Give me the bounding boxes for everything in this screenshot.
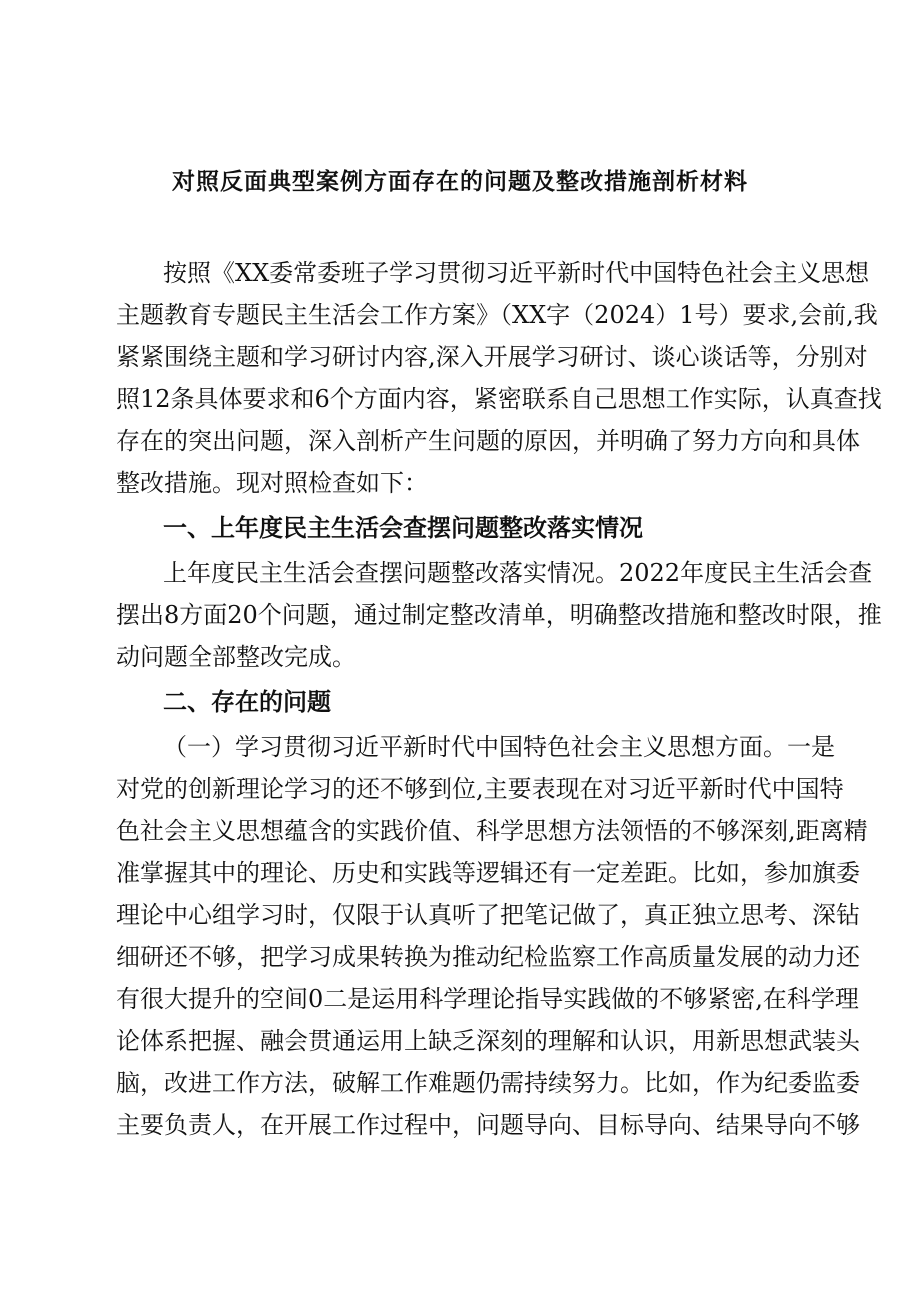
section-line: 论体系把握、融会贯通运用上缺乏深刻的理解和认识，用新思想武装头 bbox=[116, 1027, 860, 1055]
section-heading: 二、存在的问题 bbox=[163, 687, 331, 716]
section-line: 理论中心组学习时，仅限于认真听了把笔记做了，真正独立思考、深钻 bbox=[116, 901, 860, 929]
section-line: 准掌握其中的理论、历史和实践等逻辑还有一定差距。比如，参加旗委 bbox=[116, 859, 860, 887]
section-line: 动问题全部整改完成。 bbox=[116, 643, 356, 671]
section-heading: 一、上年度民主生活会查摆问题整改落实情况 bbox=[163, 513, 643, 542]
section-line: 细研还不够，把学习成果转换为推动纪检监察工作高质量发展的动力还 bbox=[116, 943, 860, 971]
section-line: （一）学习贯彻习近平新时代中国特色社会主义思想方面。一是 bbox=[163, 733, 835, 761]
section-line: 色社会主义思想蕴含的实践价值、科学思想方法领悟的不够深刻,距离精 bbox=[116, 817, 868, 845]
section-line: 有很大提升的空间0二是运用科学理论指导实践做的不够紧密,在科学理 bbox=[116, 985, 859, 1013]
intro-line: 整改措施。现对照检查如下： bbox=[116, 469, 428, 497]
intro-line: 按照《XX委常委班子学习贯彻习近平新时代中国特色社会主义思想 bbox=[163, 259, 870, 287]
intro-line: 主题教育专题民主生活会工作方案》（XX字（2024）1号）要求,会前,我 bbox=[116, 301, 878, 329]
section-line: 脑，改进工作方法，破解工作难题仍需持续努力。比如，作为纪委监委 bbox=[116, 1069, 860, 1097]
intro-line: 照12条具体要求和6个方面内容，紧密联系自己思想工作实际，认真查找 bbox=[116, 385, 882, 413]
intro-line: 紧紧围绕主题和学习研讨内容,深入开展学习研讨、谈心谈话等，分别对 bbox=[116, 343, 868, 371]
section-line: 主要负责人，在开展工作过程中，问题导向、目标导向、结果导向不够 bbox=[116, 1111, 860, 1139]
intro-line: 存在的突出问题，深入剖析产生问题的原因，并明确了努力方向和具体 bbox=[116, 427, 860, 455]
section-line: 摆出8方面20个问题，通过制定整改清单，明确整改措施和整改时限，推 bbox=[116, 601, 882, 629]
section-line: 上年度民主生活会查摆问题整改落实情况。2022年度民主生活会查 bbox=[163, 559, 873, 587]
section-line: 对党的创新理论学习的还不够到位,主要表现在对习近平新时代中国特 bbox=[116, 775, 844, 803]
document-title: 对照反面典型案例方面存在的问题及整改措施剖析材料 bbox=[172, 168, 748, 195]
